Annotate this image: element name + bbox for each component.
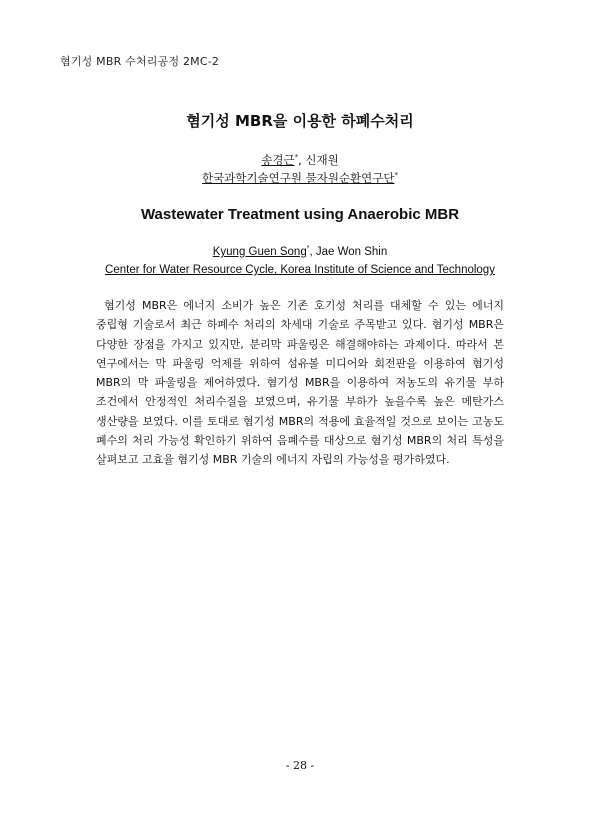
korean-affiliation-text: 한국과학기술연구원 물자원순환연구단 [201, 171, 395, 185]
affiliation-mark: * [394, 171, 398, 179]
korean-author-2: 신재원 [305, 153, 339, 167]
corresponding-mark: * [294, 153, 299, 161]
author-separator: , [309, 246, 316, 258]
korean-authors [0, 152, 600, 168]
english-author-2: Jae Won Shin [315, 246, 388, 258]
corresponding-mark: * [306, 245, 310, 252]
english-affiliation-text: Center for Water Resource Cycle, Korea Institute of Science and Technology [105, 264, 495, 276]
korean-affiliation [0, 170, 600, 186]
english-author-1: Kyung Guen Song [212, 246, 307, 258]
author-separator: , [298, 153, 306, 167]
korean-title: 혐기성 MBR을 이용한 하폐수처리 [186, 112, 414, 130]
running-header: 혐기성 MBR 수처리공정 2MC-2 [60, 55, 220, 68]
korean-author-1: 송경근 [261, 153, 295, 167]
english-authors [0, 246, 600, 258]
english-affiliation [0, 264, 600, 276]
abstract-paragraph: 혐기성 MBR은 에너지 소비가 높은 기존 호기성 처리를 대체할 수 있는 에너지 중립형 기술로서 최근 하폐수 처리의 차세대 기술로 주목받고 있다. 혐기성 MBR은 다양한 장점을 가지고 있지만, 분리막 파울링은 해결해야하는 과제이다. 따라서 본 연구에서는 막 파울링 억제를 위하여 섬유볼 미디어와 회전판을 이용하여 혐기성 MBR의 막 파울링을 제어하였다. 혐기성 MBR을 이용하여 저농도의 유기물 부하 조건에서 안정적인 처리수질을 보였으며, 유기물 부하가 높을수록 높은 메탄가스 생산량을 보였다. 이를 토대로 혐기성 MBR의 적용에 효율적일 것으로 보이는 고농도 폐수의 처리 가능성 확인하기 위하여 음폐수를 대상으로 혐기성 MBR의 처리 특성을 살펴보고 고효율 혐기성 MBR 기술의 에너지 자립의 가능성을 평가하였다. [96, 299, 504, 467]
english-title: Wastewater Treatment using Anaerobic MBR [140, 206, 460, 223]
page-number: - 28 - [285, 759, 315, 772]
